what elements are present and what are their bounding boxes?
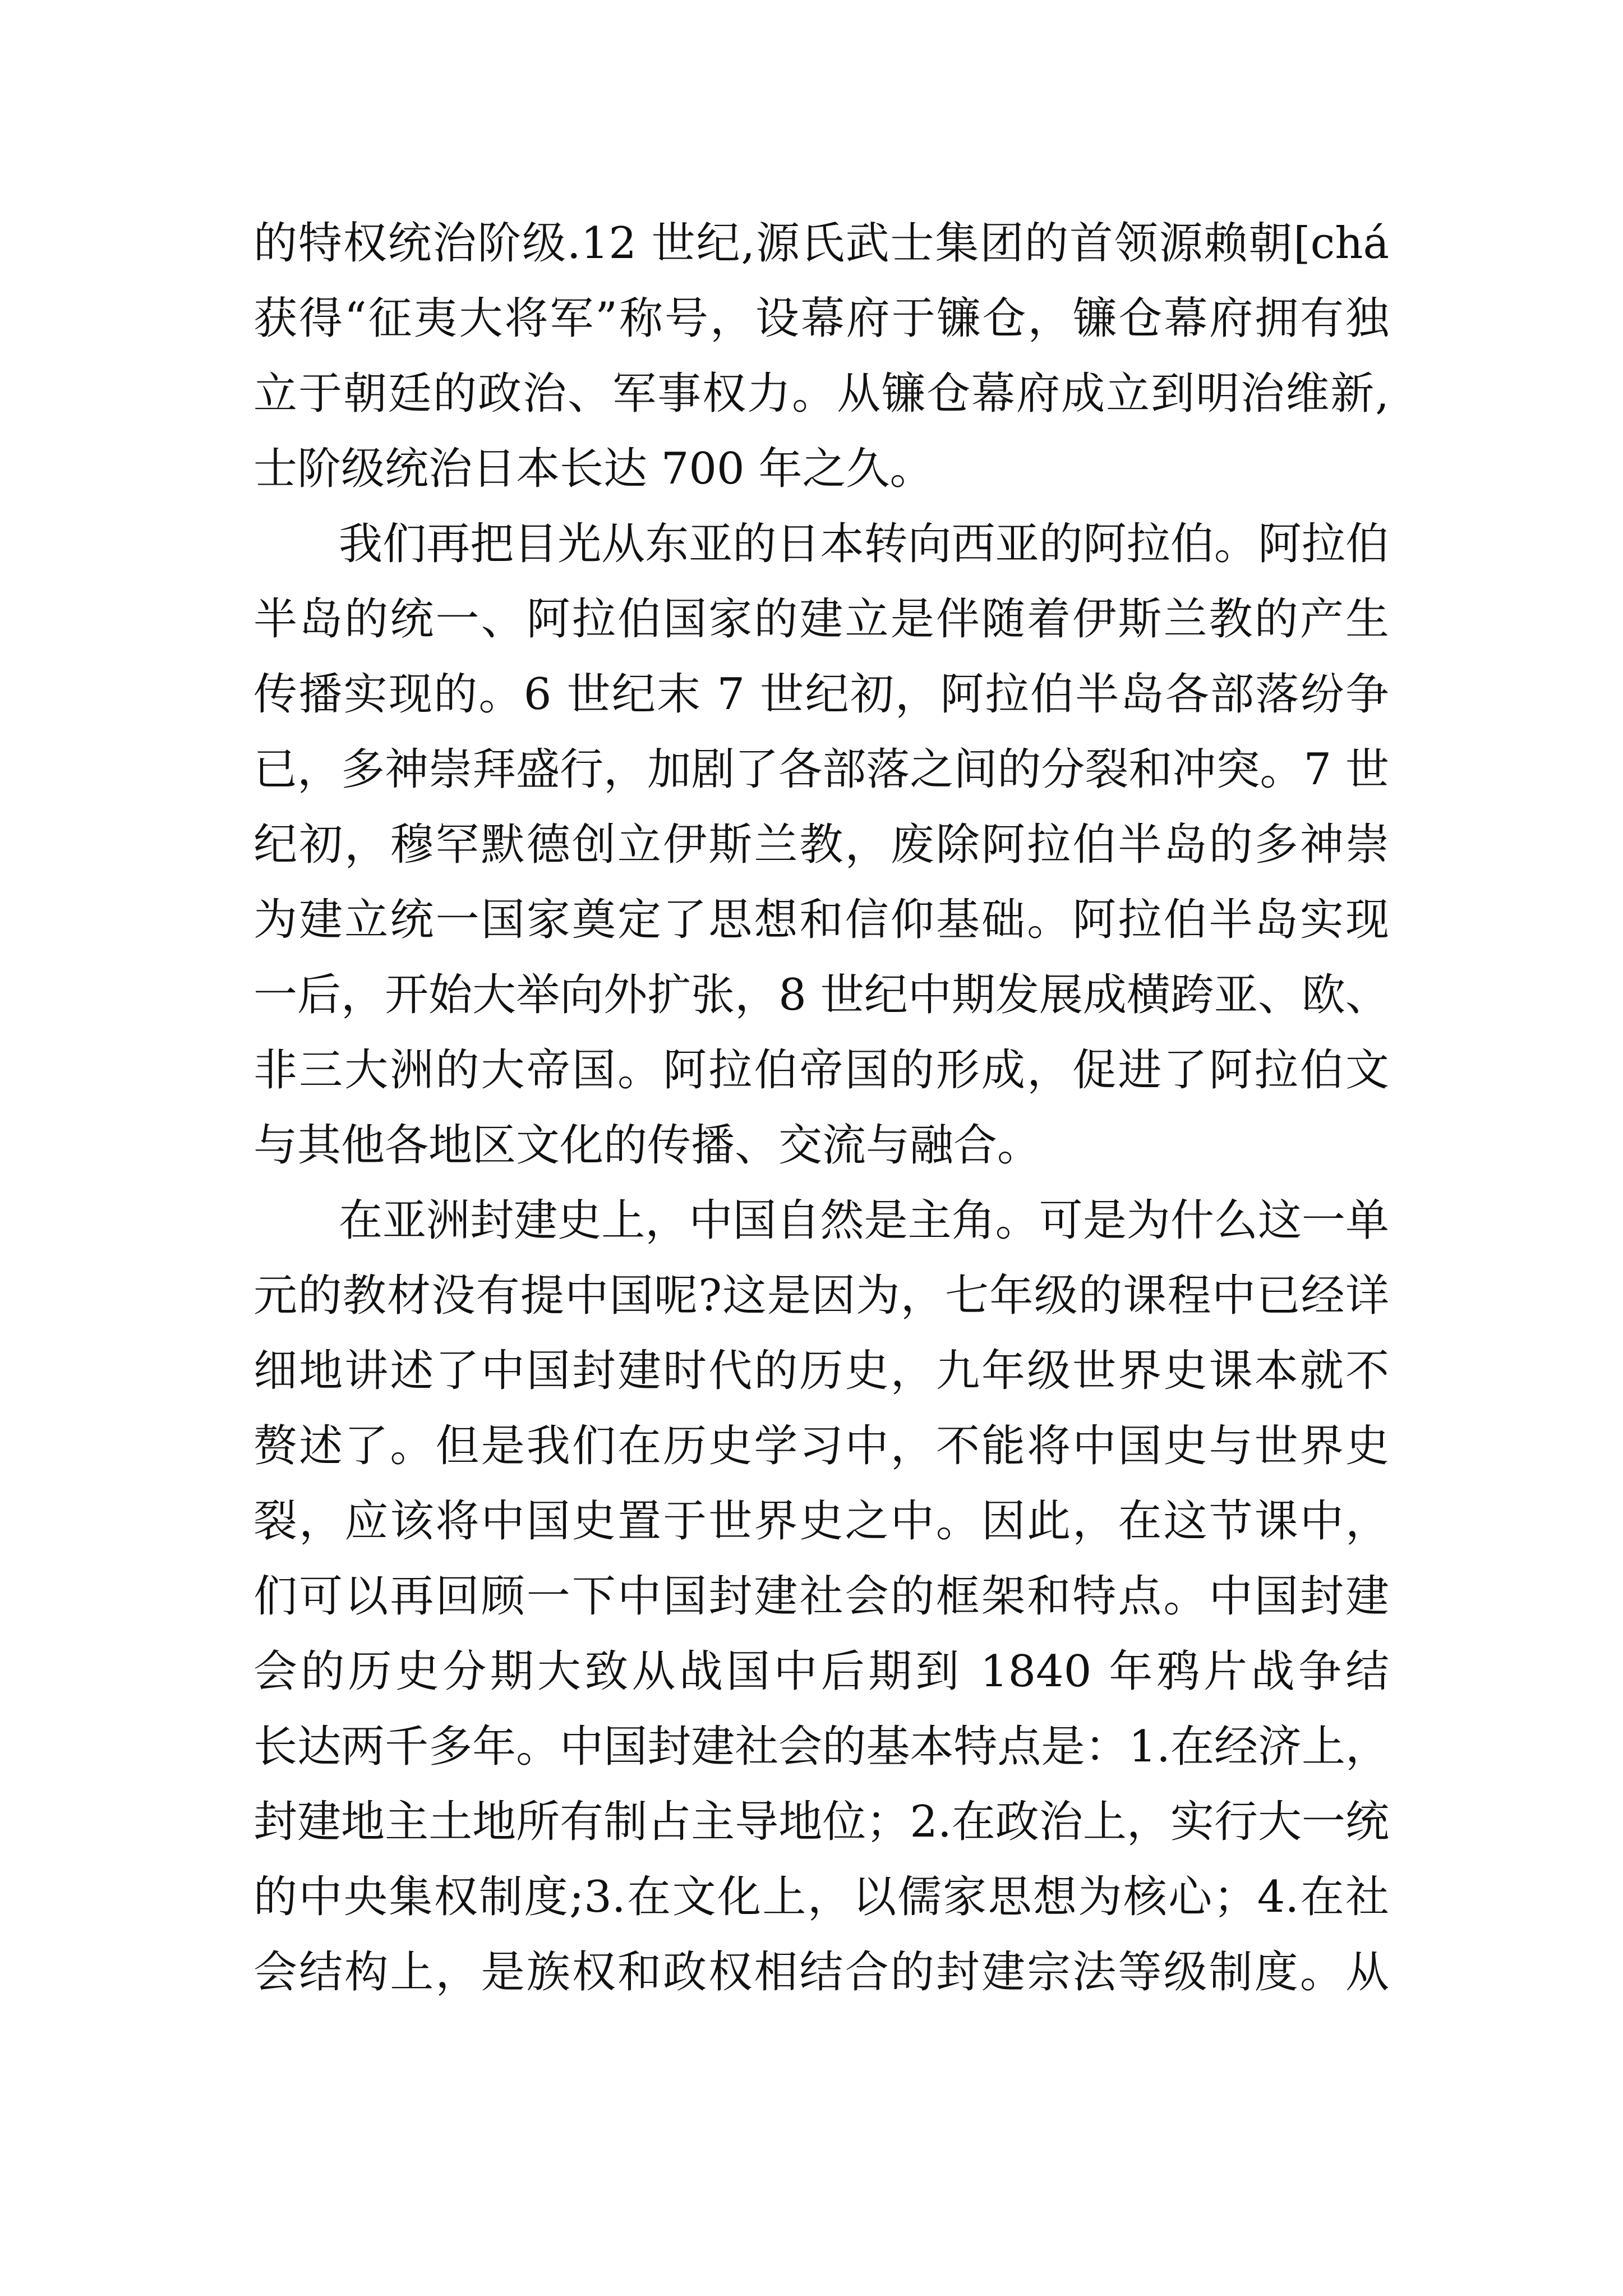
text-line: 赘述了。但是我们在历史学习中，不能将中国史与世界史 bbox=[253, 1421, 1389, 1471]
text-line: 士阶级统治日本长达 700 年之久。 bbox=[253, 444, 934, 494]
paragraph-1 bbox=[253, 206, 1389, 507]
text-line: 的中央集权制度;3.在文化上，以儒家思想为核心；4.在社 bbox=[253, 1872, 1389, 1922]
paragraph-3 bbox=[253, 1183, 1389, 2010]
text-line: 与其他各地区文化的传播、交流与融合。 bbox=[253, 1120, 1041, 1171]
text-line: 会结构上，是族权和政权相结合的封建宗法等级制度。从 bbox=[253, 1947, 1389, 1998]
text-line: 在亚洲封建史上，中国自然是主角。可是为什么这一单 bbox=[339, 1195, 1389, 1246]
text-line: 半岛的统一、阿拉伯国家的建立是伴随着伊斯兰教的产生 bbox=[253, 594, 1389, 645]
body-text bbox=[253, 206, 1389, 2010]
text-line: 细地讲述了中国封建时代的历史，九年级世界史课本就不 bbox=[253, 1346, 1389, 1396]
text-line: 为建立统一国家奠定了思想和信仰基础。阿拉伯半岛实现 bbox=[253, 895, 1389, 945]
text-line: 我们再把目光从东亚的日本转向西亚的阿拉伯。阿拉伯 bbox=[339, 519, 1389, 569]
text-line: 获得“征夷大将军”称号，设幕府于镰仓，镰仓幕府拥有独 bbox=[253, 293, 1389, 344]
text-line: 们可以再回顾一下中国封建社会的框架和特点。中国封建 bbox=[253, 1571, 1389, 1622]
text-line: 传播实现的。6 世纪末 7 世纪初，阿拉伯半岛各部落纷争 bbox=[253, 669, 1389, 720]
text-line: 立于朝廷的政治、军事权力。从镰仓幕府成立到明治维新, bbox=[253, 369, 1389, 419]
text-line: 纪初，穆罕默德创立伊斯兰教，废除阿拉伯半岛的多神崇 bbox=[253, 820, 1389, 870]
paragraph-2 bbox=[253, 507, 1389, 1183]
text-line: 长达两千多年。中国封建社会的基本特点是：1.在经济上， bbox=[253, 1722, 1389, 1772]
text-line: 裂，应该将中国史置于世界史之中。因此，在这节课中， bbox=[253, 1496, 1389, 1547]
text-line: 一后，开始大举向外扩张，8 世纪中期发展成横跨亚、欧、 bbox=[253, 970, 1389, 1020]
text-line: 会的历史分期大致从战国中后期到 1840 年鸦片战争结 bbox=[253, 1646, 1389, 1697]
text-line: 封建地主土地所有制占主导地位；2.在政治上，实行大一统 bbox=[253, 1797, 1389, 1847]
text-line: 已，多神崇拜盛行，加剧了各部落之间的分裂和冲突。7 世 bbox=[253, 744, 1389, 795]
text-line: 的特权统治阶级.12 世纪,源氏武士集团的首领源赖朝[chá bbox=[253, 218, 1389, 269]
text-line: 元的教材没有提中国呢?这是因为，七年级的课程中已经详 bbox=[253, 1271, 1389, 1321]
text-line: 非三大洲的大帝国。阿拉伯帝国的形成，促进了阿拉伯文 bbox=[253, 1045, 1389, 1096]
